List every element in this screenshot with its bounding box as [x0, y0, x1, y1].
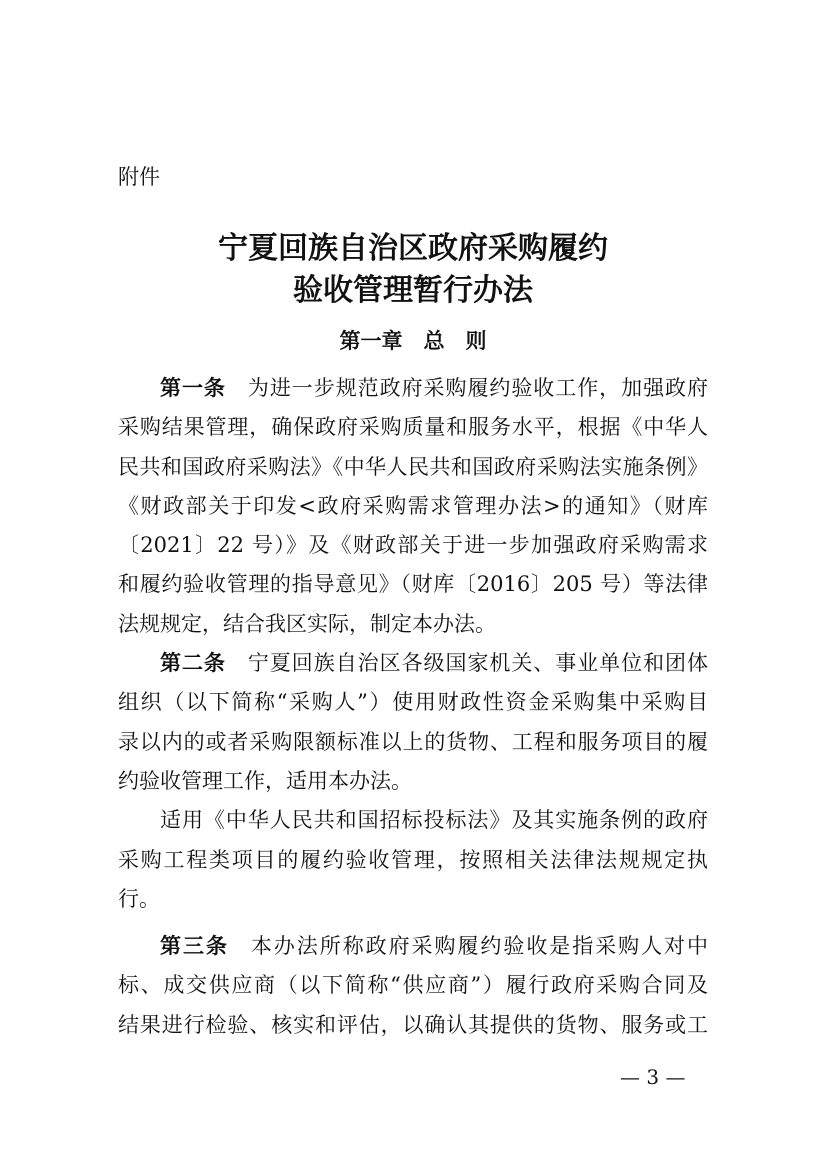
article-1-line-4: 《财政部关于印发<政府采购需求管理办法>的通知》（财库 — [118, 493, 708, 518]
article-2-para-2-line-1: 适用《中华人民共和国招标投标法》及其实施条例的政府 — [160, 808, 708, 833]
article-2-line-4: 约验收管理工作，适用本办法。 — [118, 768, 412, 793]
document-title-line-1: 宁夏回族自治区政府采购履约 — [218, 231, 608, 266]
body-text — [118, 369, 708, 1045]
article-1-line-2: 采购结果管理，确保政府采购质量和服务水平，根据《中华人 — [118, 415, 708, 440]
article-1-line-7: 法规规定，结合我区实际，制定本办法。 — [118, 611, 496, 636]
article-3-line-1: 第三条 本办法所称政府采购履约验收是指采购人对中 — [160, 934, 709, 959]
chapter-heading: 第一章 总 则 — [339, 329, 487, 353]
article-2-para-2-line-3: 行。 — [118, 886, 160, 911]
article-3-line-3: 结果进行检验、核实和评估，以确认其提供的货物、服务或工 — [118, 1012, 708, 1037]
article-2-label: 第二条 — [160, 651, 226, 676]
article-1-line-5: 〔2021〕22 号）》及《财政部关于进一步加强政府采购需求 — [118, 533, 708, 558]
article-2-line-2: 组织（以下简称“采购人”）使用财政性资金采购集中采购目 — [118, 690, 708, 715]
article-1-line-6: 和履约验收管理的指导意见》（财库〔2016〕205 号）等法律 — [118, 572, 708, 597]
article-2-line-3: 录以内的或者采购限额标准以上的货物、工程和服务项目的履 — [118, 729, 708, 754]
article-2-para-2-line-2: 采购工程类项目的履约验收管理，按照相关法律法规规定执 — [118, 847, 708, 872]
article-1-line-3: 民共和国政府采购法》《中华人民共和国政府采购法实施条例》 — [118, 454, 708, 479]
article-1-line-1: 第一条 为进一步规范政府采购履约验收工作，加强政府 — [160, 376, 709, 400]
attachment-label: 附件 — [118, 165, 160, 189]
document-title-line-2: 验收管理暂行办法 — [293, 273, 533, 308]
article-2-line-1: 第二条 宁夏回族自治区各级国家机关、事业单位和团体 — [160, 651, 709, 676]
page-number: — 3 — — [620, 1065, 686, 1089]
article-3-label: 第三条 — [160, 934, 229, 959]
paragraph-gap — [118, 919, 708, 927]
article-3-line-2: 标、成交供应商（以下简称“供应商”）履行政府采购合同及 — [118, 973, 708, 998]
article-1-label: 第一条 — [160, 376, 226, 400]
